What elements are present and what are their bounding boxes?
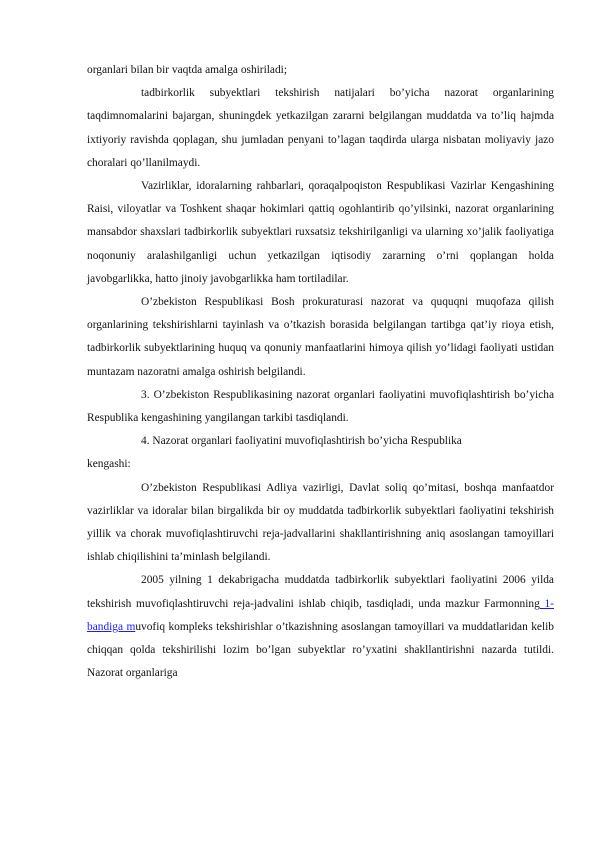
- paragraph-item-4-heading: 4. Nazorat organlari faoliyatini muvofiqlashtirish bo’yicha Respublika: [141, 435, 462, 448]
- paragraph-sanctions: tadbirkorlik subyektlari tekshirish natijalari bo’yicha nazorat organlarining taqdimnomalarini bajargan, shuningdek yetkazilgan zararni belgilangan muddatda va to’liq hajmda ixtiyoriy ravishda qoplagan, shu jumladan penyani to’lagan taqdirda ularga nisbatan moliyaviy jazo choralari qo’llanilmaydi.: [87, 87, 554, 169]
- paragraph-item-4-heading-cont: kengashi:: [87, 458, 131, 471]
- paragraph-justice-ministry: O’zbekiston Respublikasi Adliya vazirligi, Davlat soliq qo’mitasi, boshqa manfaatdor vazirliklar va idoralar bilan birgalikda bir oy muddatda tadbirkorlik subyektlari faoliyatini tekshirish yillik va chorak muvofiqlashtiruvchi reja-jadvallarini shakllantirishning aniq asoslangan tamoyillari ishlab chiqilishini ta’minlash belgilandi.: [87, 481, 554, 564]
- document-page: [87, 59, 554, 685]
- paragraph-continuation: organlari bilan bir vaqtda amalga oshiriladi;: [87, 64, 288, 76]
- paragraph-schedule: [87, 569, 554, 685]
- paragraph-item-3: 3. O’zbekiston Respublikasining nazorat organlari faoliyatini muvofiqlashtirish bo’yicha Respublika kengashining yangilangan tarkibi tasdiqlandi.: [87, 388, 554, 425]
- paragraph-schedule-text-start: 2005 yilning 1 dekabrigacha muddatda tadbirkorlik subyektlari faoliyatini 2006 yilda tekshirish muvofiqlashtiruvchi reja-jadvalini ishlab chiqib, tasdiqladi, unda mazkur Farmonning: [87, 574, 554, 610]
- paragraph-prosecutor: O’zbekiston Respublikasi Bosh prokuraturasi nazorat va ququqni muqofaza qilish organlarining tekshirishlarni tayinlash va o’tkazish borasida belgilangan tartibga qat’iy rioya etish, tadbirkorlik subyektlarining huquq va qonuniy manfaatlarini himoya qilish yo’lidagi faoliyati ustidan muntazam nazoratni amalga oshirish belgilandi.: [87, 296, 554, 378]
- paragraph-schedule-text-end: uvofiq kompleks tekshirishlar o’tkazishning asoslangan tamoyillari va muddatlaridan kelib chiqqan qolda tekshirilishi lozim bo’lgan subyektlar ro’yxatini shakllantirishni nazarda tutildi. Nazorat organlariga: [87, 620, 554, 680]
- paragraph-warning: Vazirliklar, idoralarning rahbarlari, qoraqalpoqiston Respublikasi Vazirlar Kengashining Raisi, viloyatlar va Toshkent shaqar hokimlari qattiq ogohlantirib qo’yilsinki, nazorat organlarining mansabdor shaxslari tadbirkorlik subyektlari ruxsatsiz tekshirilganligi va ularning xo’jalik faoliyatiga noqonuniy aralashilganligi uchun yetkazilgan iqtisodiy zararning o’rni qoplangan holda javobgarlikka, hatto jinoiy javobgarlikka ham tortiladilar.: [87, 180, 554, 285]
- decree-item-1-link[interactable]: 1-bandiga m: [87, 597, 554, 633]
